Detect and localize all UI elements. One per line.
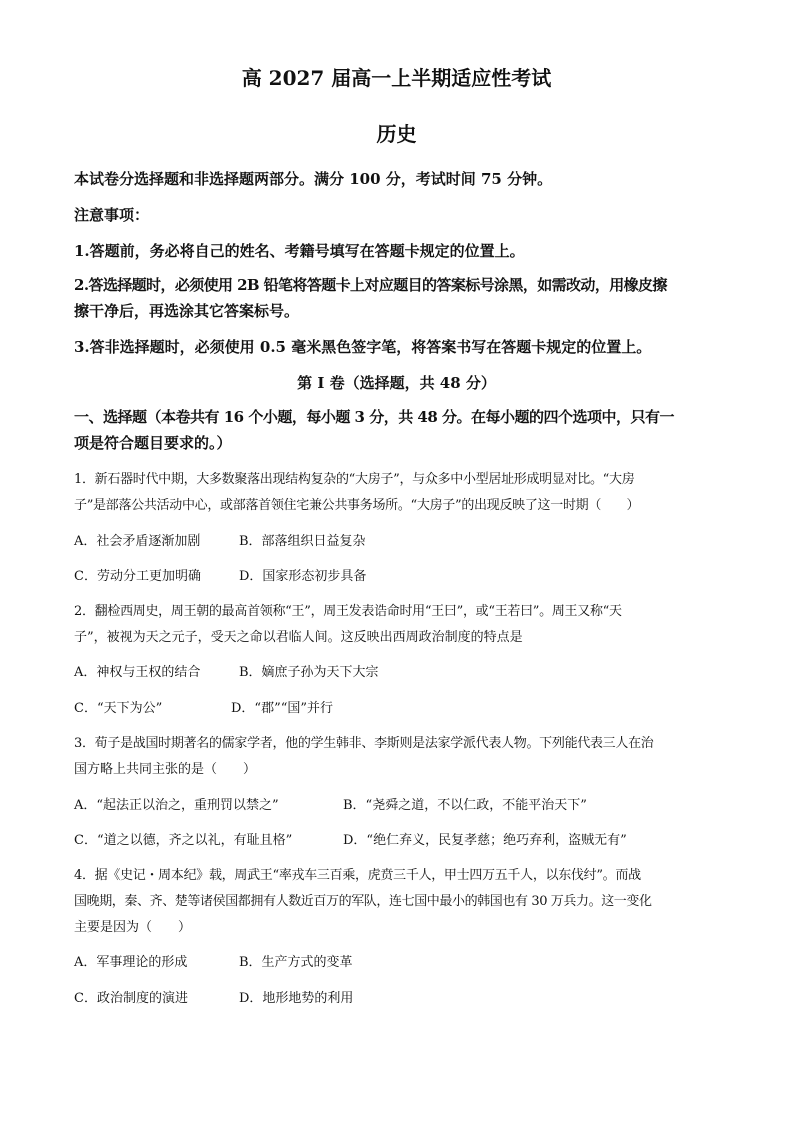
part-heading-line-1: 一、选择题（本卷共有 16 个小题，每小题 3 分，共 48 分。在每小题的四个选项中，只有一	[74, 408, 675, 426]
question-2-option-b: B．嫡庶子孙为天下大宗	[239, 665, 379, 680]
question-3-option-c: C．“道之以德，齐之以礼，有耻且格”	[74, 833, 293, 848]
intro-line: 本试卷分选择题和非选择题两部分。满分 100 分，考试时间 75 分钟。	[74, 170, 553, 188]
question-4-option-a: A．军事理论的形成	[74, 955, 188, 970]
question-2-option-a: A．神权与王权的结合	[74, 665, 201, 680]
question-3-stem-line-2: 国方略上共同主张的是（ ）	[74, 762, 257, 777]
question-1-option-b: B．部落组织日益复杂	[239, 534, 366, 549]
question-3-option-a: A．“起法正以治之，重刑罚以禁之”	[74, 798, 279, 813]
question-2-option-c: C．“天下为公”	[74, 701, 163, 716]
question-1-option-d: D．国家形态初步具备	[239, 569, 367, 584]
question-1-option-a: A．社会矛盾逐渐加剧	[74, 534, 201, 549]
question-4-option-b: B．生产方式的变革	[239, 955, 353, 970]
question-1-stem-line-1: 1．新石器时代中期，大多数聚落出现结构复杂的“大房子”，与众多中小型居址形成明显对比。“大房	[74, 472, 635, 487]
question-1-stem-line-2: 子”是部落公共活动中心，或部落首领住宅兼公共事务场所。“大房子”的出现反映了这一时期（ ）	[74, 498, 640, 513]
question-4-stem-line-1: 4．据《史记・周本纪》载，周武王“率戎车三百乘，虎贲三千人，甲士四万五千人，以东伐纣”。而战	[74, 868, 641, 883]
question-4-option-d: D．地形地势的利用	[239, 991, 354, 1006]
question-1-option-c: C．劳动分工更加明确	[74, 569, 201, 584]
exam-title: 高 2027 届高一上半期适应性考试	[241, 66, 552, 90]
question-2-option-d: D．“郡”“国”并行	[231, 701, 334, 716]
notice-item-2-line-1: 2.答选择题时，必须使用 2B 铅笔将答题卡上对应题目的答案标号涂黑，如需改动，用橡皮擦	[74, 276, 667, 294]
question-3-option-d: D．“绝仁弃义，民复孝慈；绝巧弃利，盗贼无有”	[343, 833, 627, 848]
notice-item-3: 3.答非选择题时，必须使用 0.5 毫米黑色签字笔，将答案书写在答题卡规定的位置上。	[74, 338, 652, 356]
question-2-stem-line-2: 子”，被视为天之元子，受天之命以君临人间。这反映出西周政治制度的特点是	[74, 630, 523, 645]
question-3-stem-line-1: 3．荀子是战国时期著名的儒家学者，他的学生韩非、李斯则是法家学派代表人物。下列能代表三人在治	[74, 736, 654, 751]
subject-title: 历史	[376, 122, 417, 146]
question-4-stem-line-2: 国晚期，秦、齐、楚等诸侯国都拥有人数近百万的军队，连七国中最小的韩国也有 30 万兵力。这一变化	[74, 894, 652, 909]
part-heading-line-2: 项是符合题目要求的。）	[74, 434, 232, 452]
question-2-stem-line-1: 2．翻检西周史，周王朝的最高首领称“王”，周王发表诰命时用“王曰”，或“王若曰”。周王又称“天	[74, 604, 622, 619]
question-4-stem-line-3: 主要是因为（ ）	[74, 920, 192, 935]
question-4-option-c: C．政治制度的演进	[74, 991, 188, 1006]
volume-title: 第 I 卷（选择题，共 48 分）	[297, 374, 496, 392]
notice-item-1: 1.答题前，务必将自己的姓名、考籍号填写在答题卡规定的位置上。	[74, 242, 525, 260]
notice-heading: 注意事项：	[74, 206, 150, 224]
notice-item-2-line-2: 擦干净后，再选涂其它答案标号。	[74, 302, 300, 320]
question-3-option-b: B．“尧舜之道，不以仁政，不能平治天下”	[343, 798, 587, 813]
